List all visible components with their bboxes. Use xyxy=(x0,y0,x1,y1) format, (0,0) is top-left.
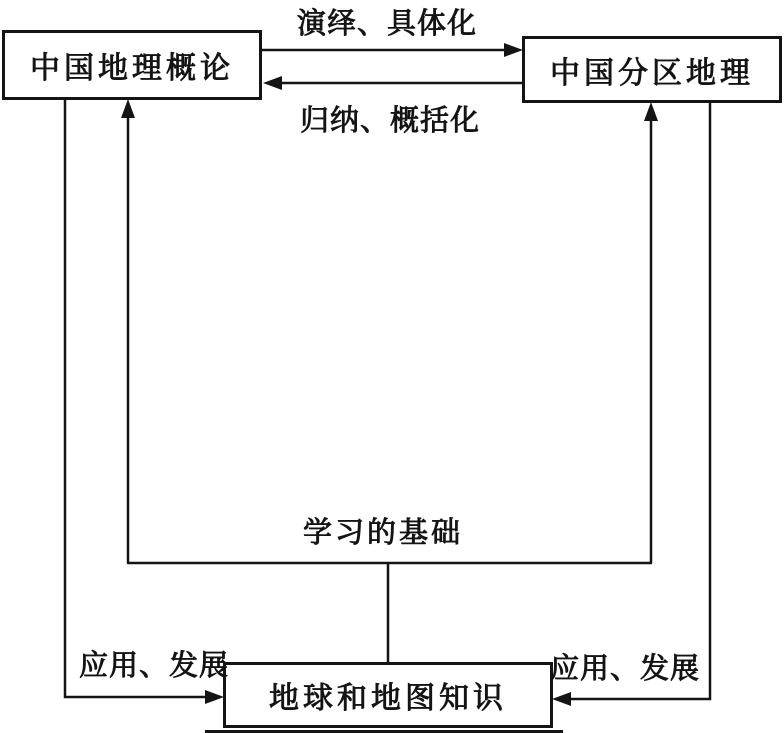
edge-label-apply-left: 应用、发展 xyxy=(79,650,230,682)
edge-apply-right-line xyxy=(570,102,710,699)
edge-label-apply-right: 应用、发展 xyxy=(550,653,701,685)
node-china-geography-overview xyxy=(2,30,262,100)
edge-apply-left-line xyxy=(65,99,206,697)
node-earth-and-map-knowledge-label: 地球和地图知识 xyxy=(269,682,507,715)
edge-label-deduce: 演绎、具体化 xyxy=(297,8,478,40)
edge-apply-right-arrowhead-icon xyxy=(552,692,571,706)
edge-induce-arrowhead-icon xyxy=(263,76,282,90)
node-earth-and-map-knowledge xyxy=(223,662,553,728)
edge-foundation-left-arrowhead-icon xyxy=(121,99,135,118)
edge-deduce-arrowhead-icon xyxy=(504,43,523,57)
node-china-regional-geography-label: 中国分区地理 xyxy=(550,56,754,90)
edge-apply-left-arrowhead-icon xyxy=(205,690,224,704)
node-china-regional-geography xyxy=(522,36,782,103)
edge-foundation-right-arrowhead-icon xyxy=(644,102,658,121)
node-china-geography-overview-label: 中国地理概论 xyxy=(30,52,234,85)
edge-label-induce: 归纳、概括化 xyxy=(300,105,481,137)
edge-label-foundation: 学习的基础 xyxy=(303,517,464,549)
